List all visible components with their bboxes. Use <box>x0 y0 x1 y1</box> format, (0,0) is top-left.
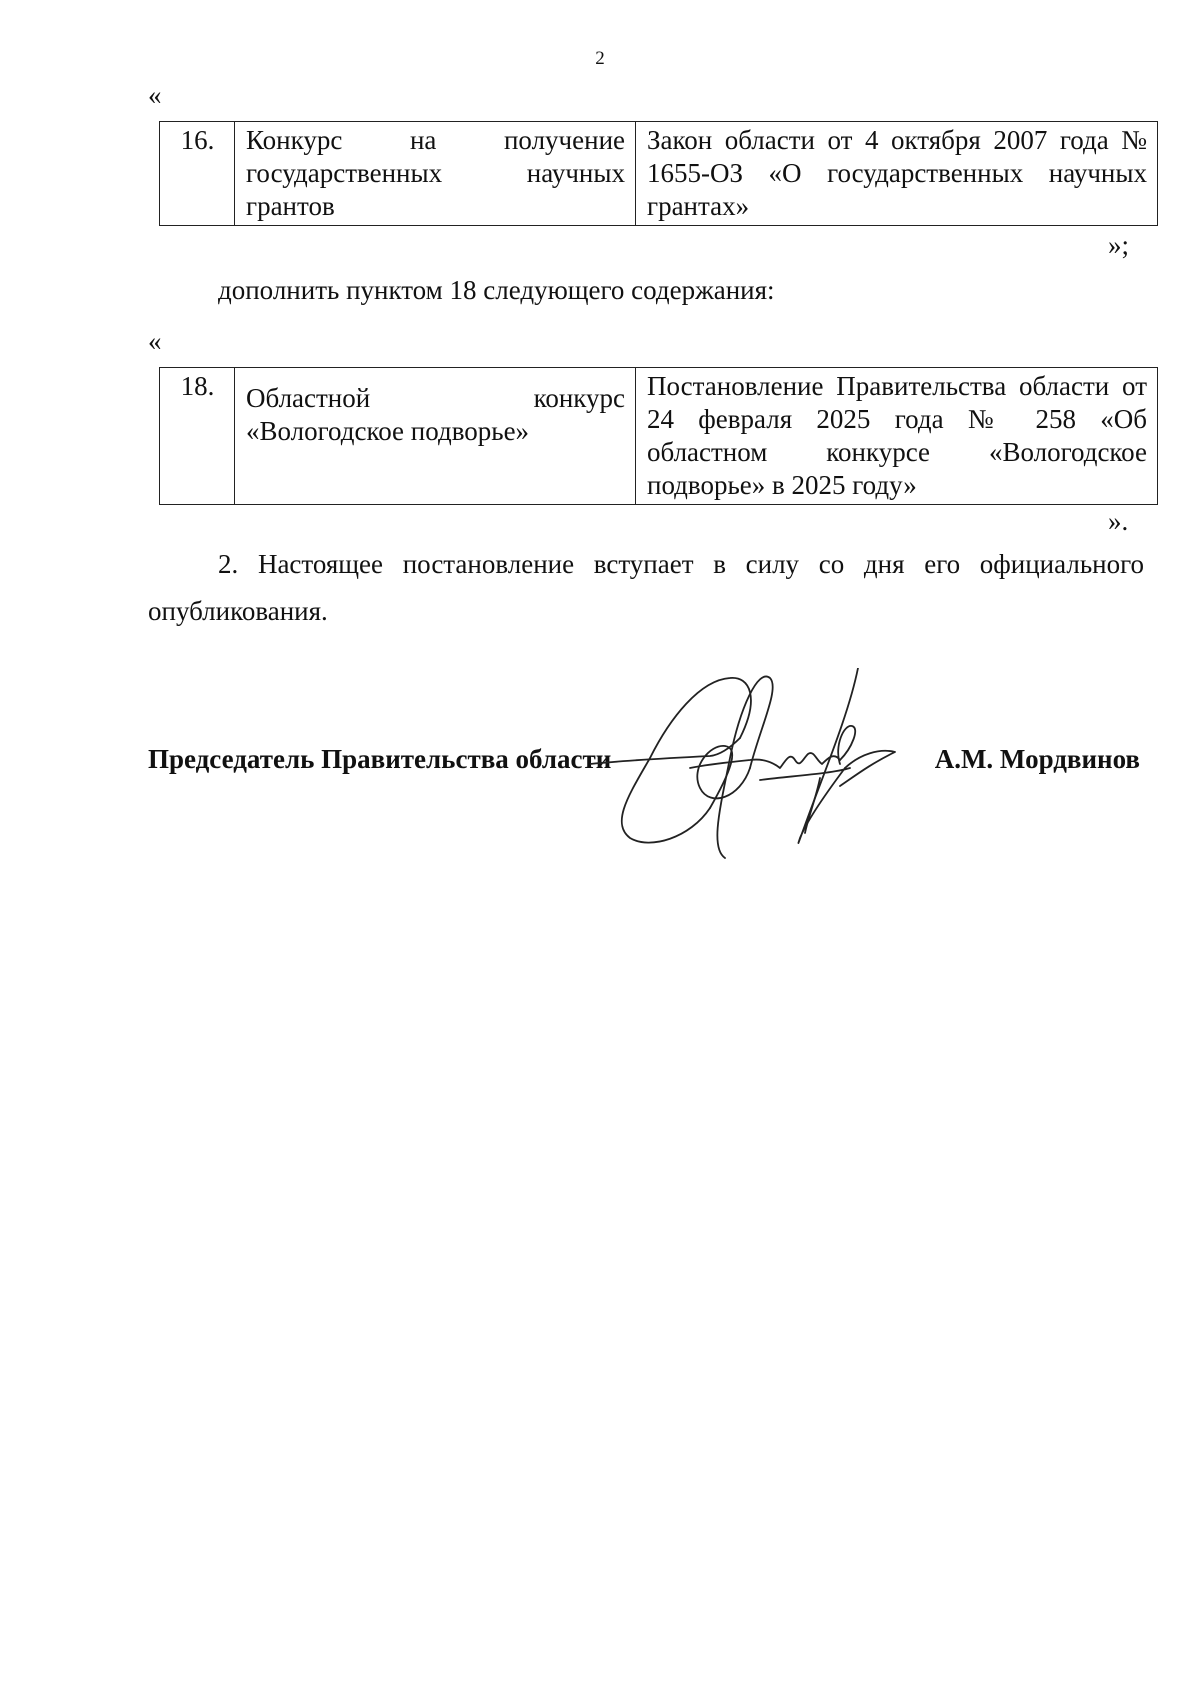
table-row <box>160 368 1158 505</box>
row-basis: Постановление Правительства области от 24 февраля 2025 года № 258 «Об областном конкурсе «Вологодское подворье» в 2025 году» <box>636 368 1158 505</box>
table-row <box>160 122 1158 226</box>
table-item-18 <box>159 367 1158 505</box>
row-number: 18. <box>160 368 235 505</box>
paragraph-2: 2. Настоящее постановление вступает в силу со дня его официального опубликования. <box>148 549 1144 626</box>
amend-text: дополнить пунктом 18 следующего содержания: <box>218 275 775 305</box>
row-name: Областной конкурс «Вологодское подворье» <box>235 368 636 505</box>
close-quote-1: »; <box>1108 230 1130 260</box>
open-quote-1: « <box>148 80 162 110</box>
open-quote-2: « <box>148 326 162 356</box>
signer-name: А.М. Мордвинов <box>934 744 1140 774</box>
table-item-16 <box>159 121 1158 226</box>
row-basis: Закон области от 4 октября 2007 года № 1655-ОЗ «О государственных научных грантах» <box>636 122 1158 226</box>
close-quote-2: ». <box>1108 506 1129 536</box>
row-name: Конкурс на получение государственных научных грантов <box>235 122 636 226</box>
page-number: 2 <box>595 48 605 69</box>
row-number: 16. <box>160 122 235 226</box>
handwritten-signature <box>590 668 950 868</box>
signer-position: Председатель Правительства области <box>148 744 612 774</box>
